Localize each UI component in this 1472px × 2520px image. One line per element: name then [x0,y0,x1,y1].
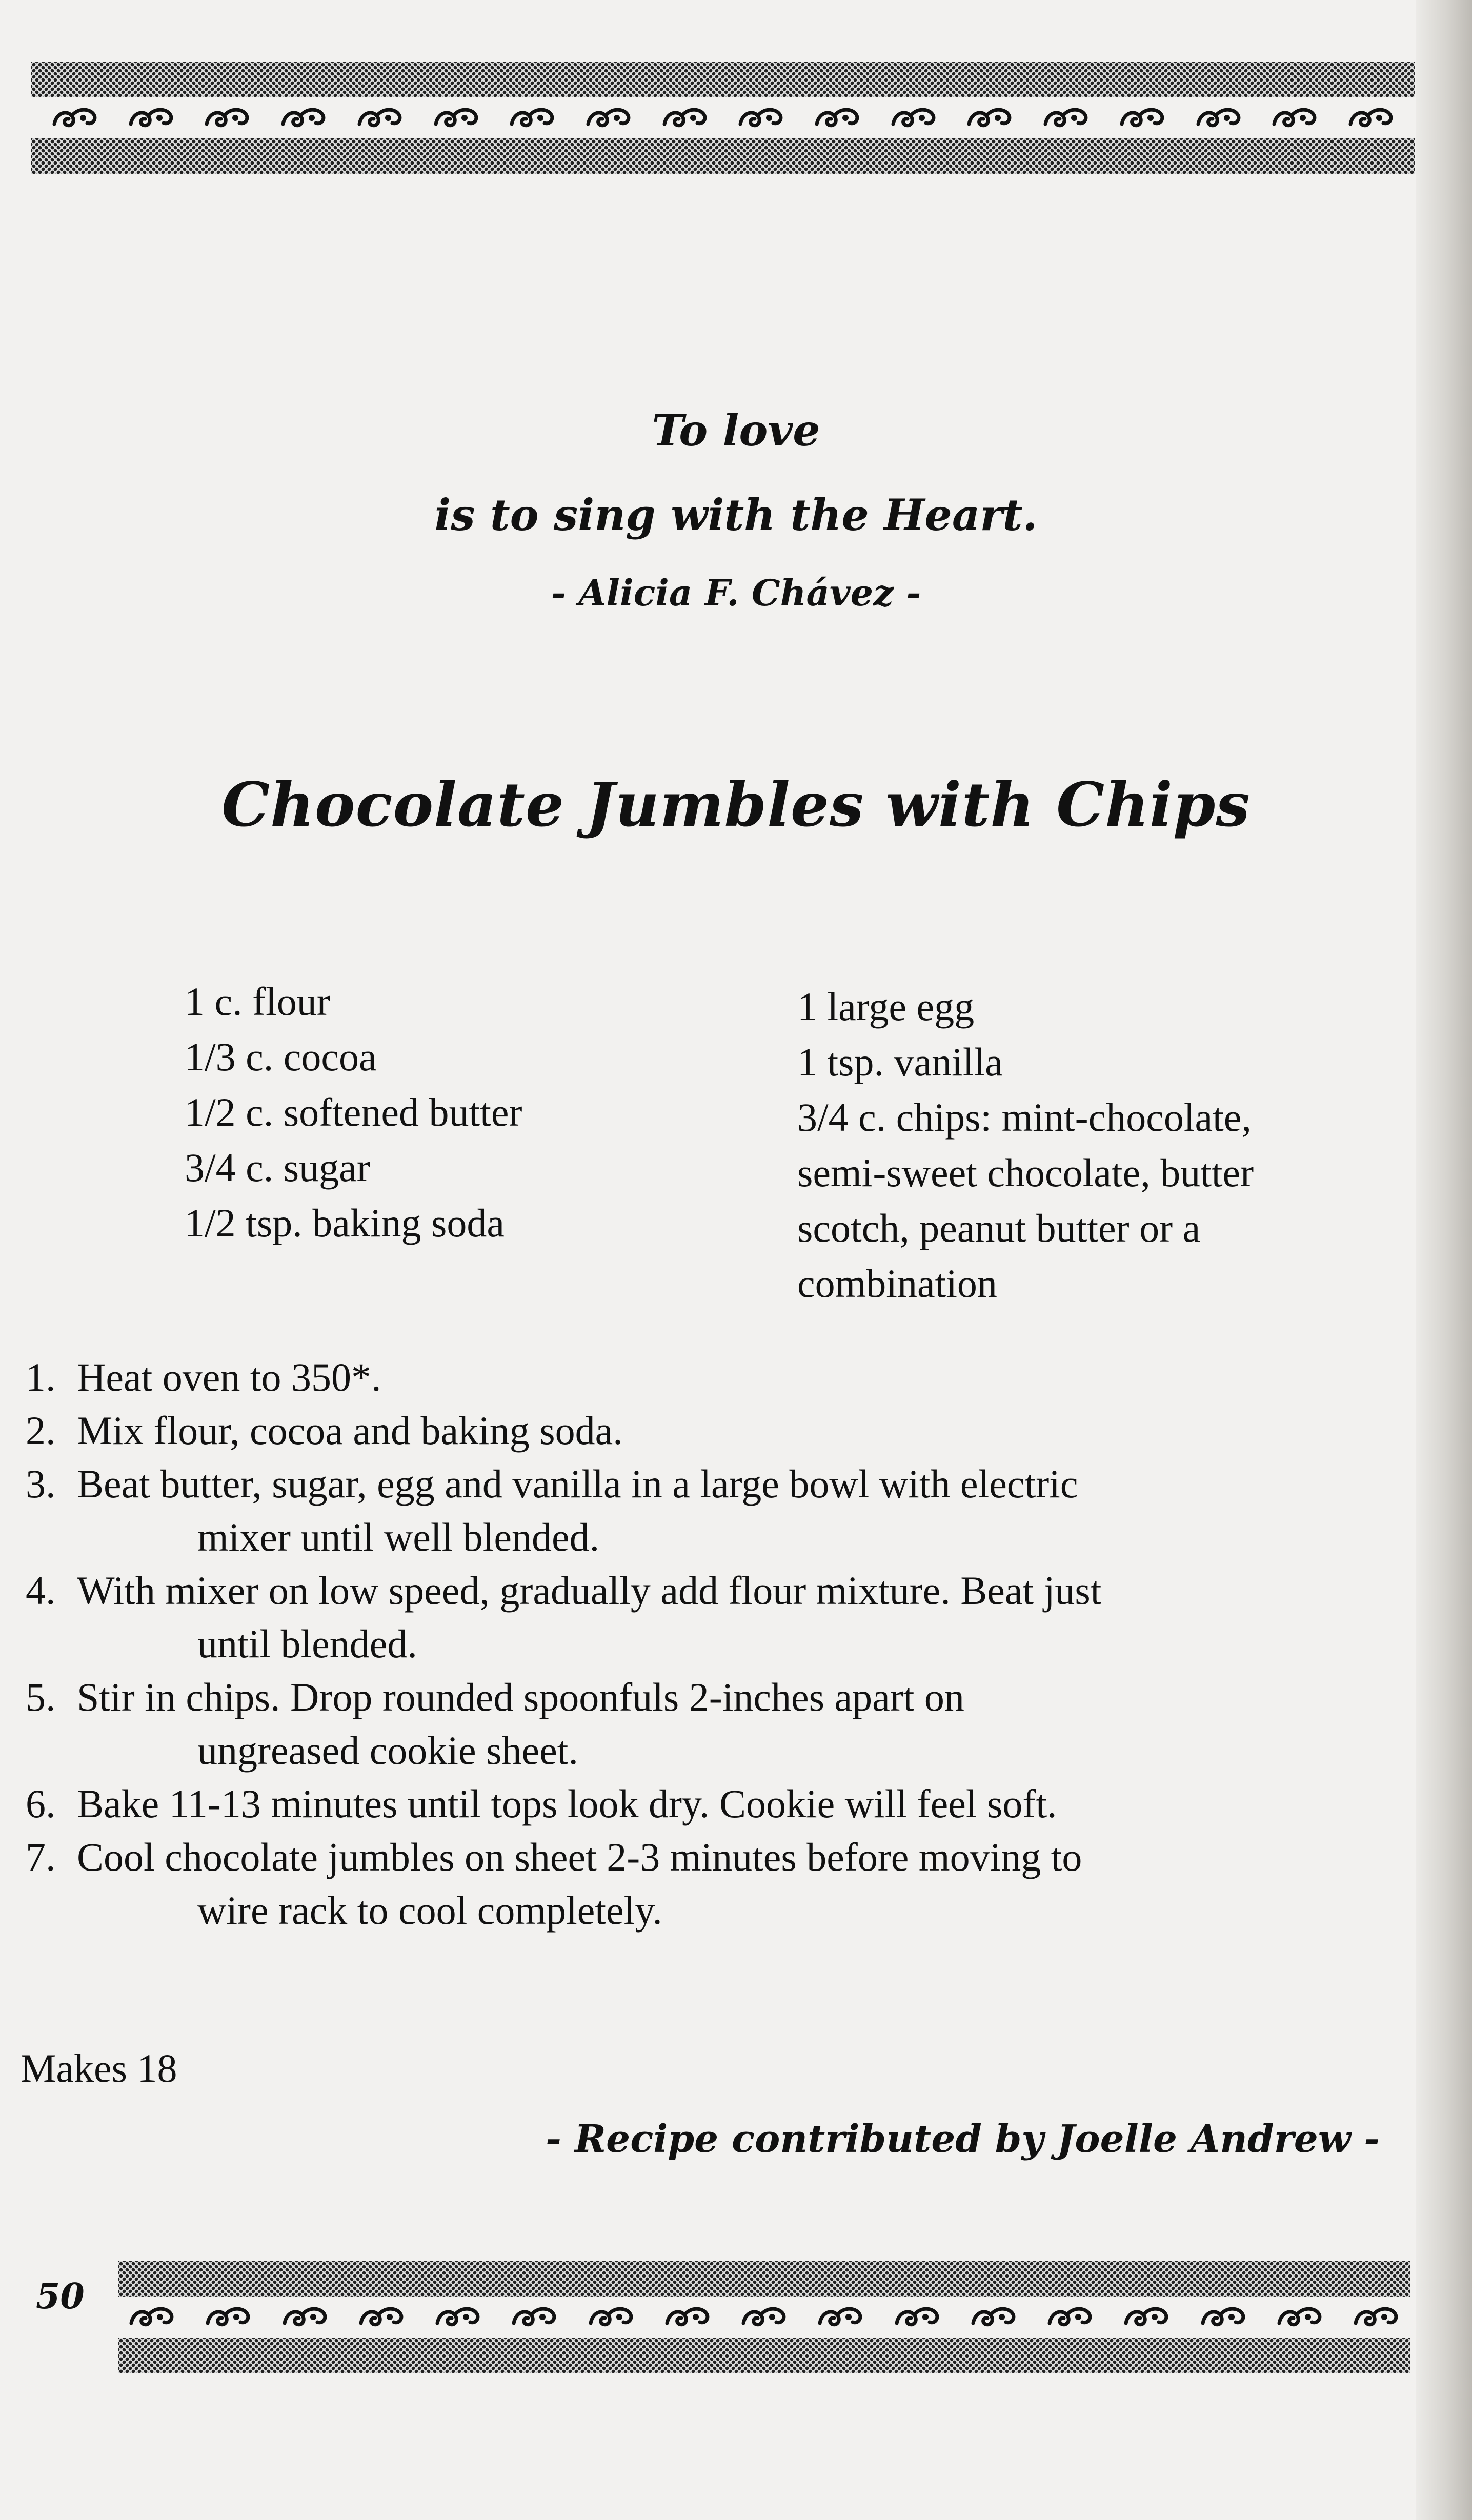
swirl-ornament-icon [358,2302,405,2332]
swirl-ornament-icon [509,103,556,133]
step-text-line: Stir in chips. Drop rounded spoonfuls 2-inches apart on [77,1675,964,1719]
step-number: 3. [26,1461,56,1506]
swirl-ornament-icon [356,103,404,133]
instruction-step [26,1404,1410,1457]
swirl-ornament-icon [737,103,784,133]
quote-line-2: is to sing with the Heart. [434,490,1038,540]
ingredient-item: 1/2 c. softened butter [185,1090,522,1134]
halftone-stripe [31,138,1415,174]
swirl-ornament-icon [1200,2302,1247,2332]
swirl-ornament-icon [814,103,861,133]
swirl-ornament-icon [966,103,1013,133]
step-text [77,1831,1082,1937]
step-text-continuation: ungreased cookie sheet. [197,1728,578,1773]
swirl-ornament-icon [740,2302,788,2332]
step-number: 2. [26,1408,56,1453]
step-text [77,1351,381,1404]
recipe-credit: - Recipe contributed by Joelle Andrew - [546,2117,1380,2161]
ingredient-item: 1 c. flour [185,979,330,1024]
swirl-ornament-icon [281,2302,329,2332]
ingredient-item: semi-sweet chocolate, butter [797,1150,1254,1195]
swirl-ornament-icon [1347,103,1395,133]
step-text [77,1404,623,1457]
instruction-step [26,1777,1410,1831]
halftone-stripe [118,2261,1410,2297]
swirl-ornament-icon [1271,103,1318,133]
step-text-line: Beat butter, sugar, egg and vanilla in a large bowl with electric [77,1461,1078,1506]
step-text-line: With mixer on low speed, gradually add flour mixture. Beat just [77,1568,1102,1613]
swirl-ornament-icon [1046,2302,1094,2332]
top-decorative-band [31,62,1415,174]
ingredient-item: 1/2 tsp. baking soda [185,1201,505,1245]
quote-line-1: To love [652,405,820,456]
swirl-ornament-icon [511,2302,558,2332]
quote-attribution: - Alicia F. Chávez - [551,572,921,614]
instruction-step [26,1457,1410,1564]
swirl-ornament-icon [280,103,327,133]
step-text [77,1564,1101,1671]
step-text-continuation: wire rack to cool completely. [197,1888,662,1933]
ingredient-item: combination [797,1261,997,1306]
ingredient-item: 3/4 c. sugar [185,1145,370,1190]
step-text [77,1777,1057,1831]
swirl-ornament-icon [894,2302,941,2332]
swirl-ornament-icon [128,2302,175,2332]
ingredient-item: 1 tsp. vanilla [797,1040,1003,1084]
instruction-step [26,1671,1410,1777]
swirl-ornament-icon [1119,103,1166,133]
recipe-title: Chocolate Jumbles with Chips [221,769,1251,840]
ornament-row [128,2301,1400,2333]
swirl-ornament-icon [664,2302,711,2332]
swirl-ornament-icon [585,103,632,133]
swirl-ornament-icon [970,2302,1017,2332]
step-text-line: Mix flour, cocoa and baking soda. [77,1408,623,1453]
swirl-ornament-icon [1123,2302,1170,2332]
swirl-ornament-icon [204,103,251,133]
step-text-continuation: mixer until well blended. [197,1515,600,1559]
step-number: 6. [26,1781,56,1826]
step-number: 7. [26,1835,56,1879]
swirl-ornament-icon [1353,2302,1400,2332]
ornament-row [51,101,1395,134]
step-text-line: Bake 11-13 minutes until tops look dry. Cookie will feel soft. [77,1781,1057,1826]
swirl-ornament-icon [51,103,98,133]
step-number: 5. [26,1675,56,1719]
step-number: 1. [26,1355,56,1399]
step-number: 4. [26,1568,56,1613]
instruction-step [26,1831,1410,1937]
swirl-ornament-icon [1195,103,1242,133]
halftone-stripe [118,2338,1410,2373]
swirl-ornament-icon [661,103,709,133]
step-text [77,1457,1078,1564]
swirl-ornament-icon [890,103,937,133]
swirl-ornament-icon [205,2302,252,2332]
step-text [77,1671,964,1777]
step-text-line: Cool chocolate jumbles on sheet 2-3 minutes before moving to [77,1835,1082,1879]
page-number: 50 [36,2276,85,2317]
swirl-ornament-icon [128,103,175,133]
ingredients-right-column [797,979,1254,1311]
recipe-yield: Makes 18 [21,2046,177,2090]
swirl-ornament-icon [1042,103,1090,133]
step-text-line: Heat oven to 350*. [77,1355,381,1399]
ingredient-item: scotch, peanut butter or a [797,1206,1201,1250]
ingredient-item: 1 large egg [797,984,975,1029]
instruction-step [26,1564,1410,1671]
ingredient-item: 3/4 c. chips: mint-chocolate, [797,1095,1252,1140]
ingredient-item: 1/3 c. cocoa [185,1034,377,1079]
instructions-list [26,1351,1410,1937]
instruction-step [26,1351,1410,1404]
step-text-continuation: until blended. [197,1621,417,1666]
ingredients-left-column [185,974,522,1251]
swirl-ornament-icon [1276,2302,1323,2332]
swirl-ornament-icon [433,103,480,133]
swirl-ornament-icon [588,2302,635,2332]
halftone-stripe [31,62,1415,97]
swirl-ornament-icon [817,2302,864,2332]
bottom-decorative-band [118,2261,1410,2373]
swirl-ornament-icon [434,2302,481,2332]
